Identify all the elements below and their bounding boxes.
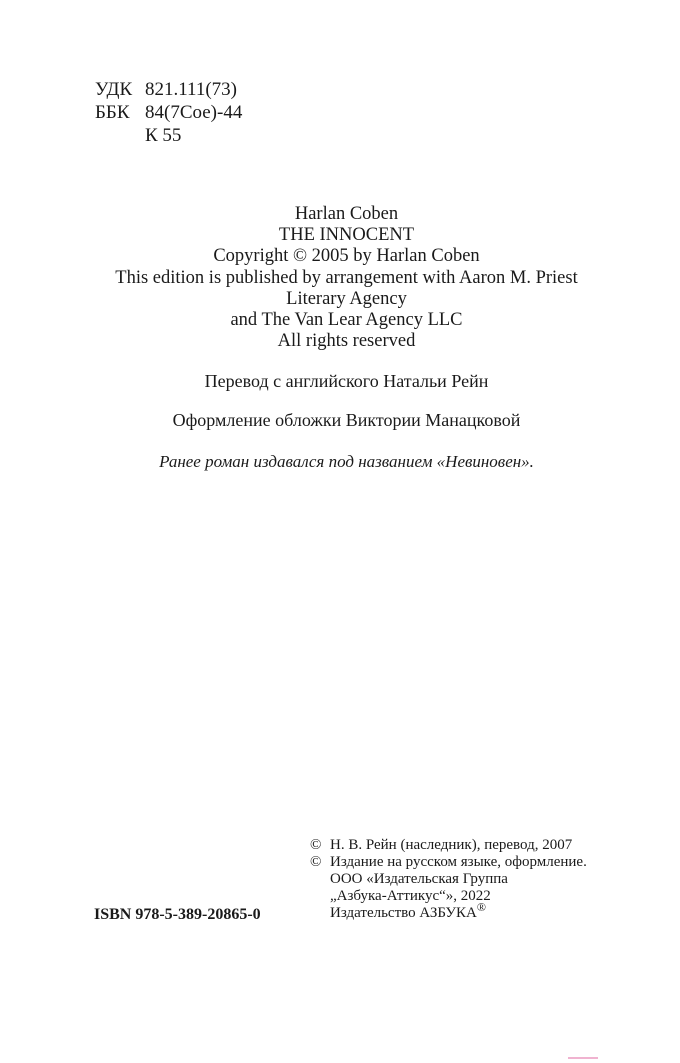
copyright-symbol: ©	[310, 837, 322, 853]
rights-reserved: All rights reserved	[277, 331, 416, 352]
publishing-house-line	[310, 900, 587, 922]
author-mark: К 55	[145, 125, 182, 146]
edition-copyright-text: Издание на русском языке, оформление.	[330, 854, 587, 870]
copyright-symbol: ©	[310, 854, 322, 870]
bbk-row	[95, 101, 242, 124]
publisher-name-line: „Азбука-Аттикус“», 2022	[330, 888, 491, 904]
bbk-value: 84(7Сое)-44	[145, 102, 243, 123]
publishing-house-name: Издательство АЗБУКА	[330, 905, 477, 921]
isbn: ISBN 978-5-389-20865-0	[94, 906, 261, 923]
classification-codes	[95, 78, 242, 147]
udk-value: 821.111(73)	[145, 79, 237, 100]
arrangement-line: This edition is published by arrangement with Aaron M. Priest	[115, 267, 578, 288]
copyright-line: Copyright © 2005 by Harlan Coben	[213, 246, 480, 267]
previous-title-note: Ранее роман издавался под названием «Невиновен».	[159, 452, 534, 471]
publisher-group-line: ООО «Издательская Группа	[330, 871, 508, 887]
original-copyright-block	[0, 204, 680, 352]
udk-row	[95, 78, 242, 101]
registered-trademark: ®	[476, 900, 487, 914]
author-name: Harlan Coben	[294, 204, 399, 224]
page-edge-mark	[568, 1057, 598, 1059]
translation-copyright-text: Н. В. Рейн (наследник), перевод, 2007	[330, 837, 573, 853]
bbk-label: ББК	[95, 102, 130, 123]
udk-label: УДК	[95, 79, 133, 100]
agency-line-2: and The Van Lear Agency LLC	[230, 310, 463, 331]
agency-line: Literary Agency	[286, 288, 407, 309]
translator-credit: Перевод с английского Натальи Рейн	[204, 371, 489, 391]
original-title: THE INNOCENT	[278, 225, 415, 246]
cover-design-credit: Оформление обложки Виктории Манацковой	[172, 410, 521, 430]
russian-rights-block	[310, 837, 587, 922]
edition-copyright	[310, 854, 587, 871]
translation-copyright	[310, 837, 587, 854]
